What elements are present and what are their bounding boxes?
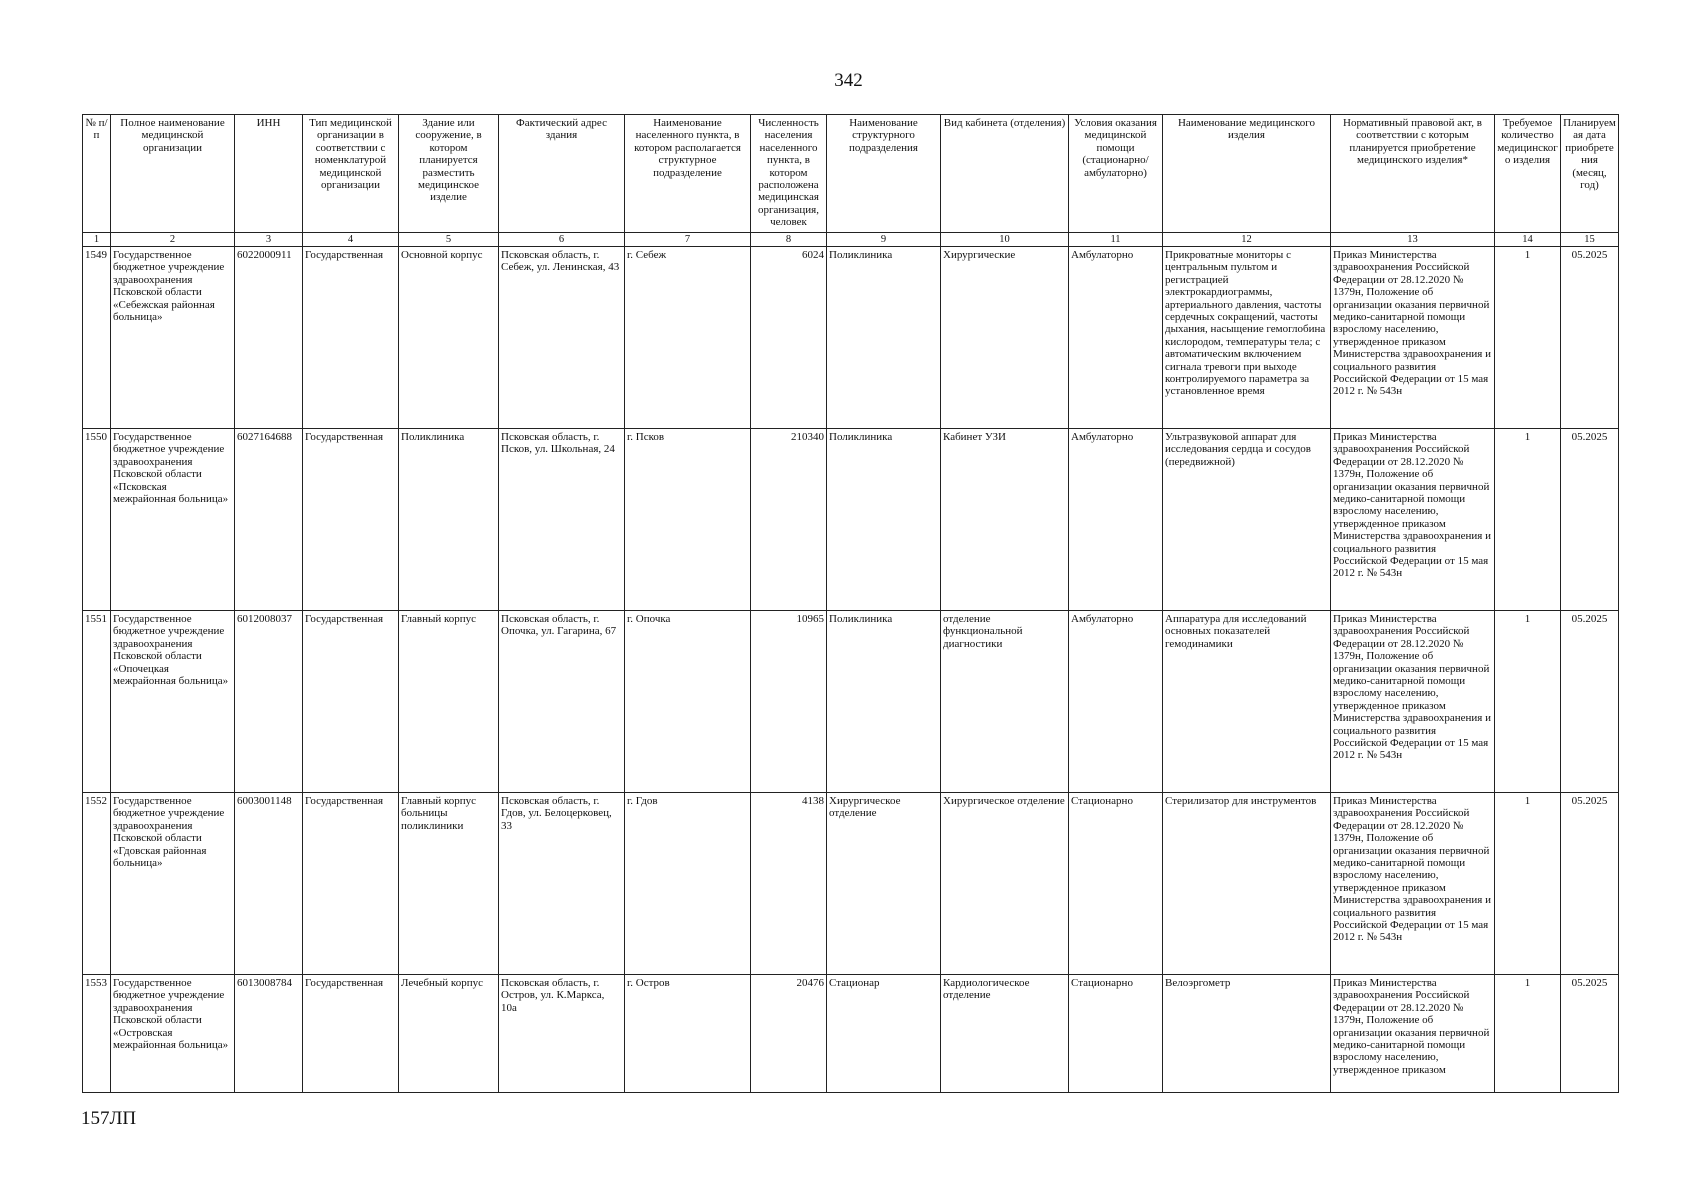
building: Поликлиника (399, 429, 499, 611)
building: Лечебный корпус (399, 975, 499, 1093)
room: отделение функциональной диагностики (941, 611, 1069, 793)
org-type: Государственная (303, 429, 399, 611)
column-header: Численность населения населенного пункта, в котором расположена медицинская организация, человек (751, 115, 827, 233)
column-header: Планируемая дата приобретения (месяц, год) (1561, 115, 1619, 233)
address: Псковская область, г. Гдов, ул. Белоцерковец, 33 (499, 793, 625, 975)
column-number: 8 (751, 233, 827, 247)
column-header: ИНН (235, 115, 303, 233)
room: Хирургические (941, 247, 1069, 429)
org-name: Государственное бюджетное учреждение здравоохранения Псковской области «Гдовская районная больница» (111, 793, 235, 975)
quantity: 1 (1495, 793, 1561, 975)
inn: 6027164688 (235, 429, 303, 611)
room: Кардиологическое отделение (941, 975, 1069, 1093)
column-number: 6 (499, 233, 625, 247)
column-header: Требуемое количество медицинского изделия (1495, 115, 1561, 233)
row-number: 1551 (83, 611, 111, 793)
column-header: Условия оказания медицинской помощи (стационарно/ амбулаторно) (1069, 115, 1163, 233)
conditions: Амбулаторно (1069, 611, 1163, 793)
room: Кабинет УЗИ (941, 429, 1069, 611)
org-name: Государственное бюджетное учреждение здравоохранения Псковской области «Себежская районная больница» (111, 247, 235, 429)
building: Главный корпус больницы поликлиники (399, 793, 499, 975)
quantity: 1 (1495, 611, 1561, 793)
purchase-date: 05.2025 (1561, 793, 1619, 975)
column-header: Фактический адрес здания (499, 115, 625, 233)
column-number: 14 (1495, 233, 1561, 247)
column-header: Вид кабинета (отделения) (941, 115, 1069, 233)
column-header: Нормативный правовой акт, в соответствии с которым планируется приобретение медицинского изделия* (1331, 115, 1495, 233)
row-number: 1549 (83, 247, 111, 429)
org-name: Государственное бюджетное учреждение здравоохранения Псковской области «Псковская межрайонная больница» (111, 429, 235, 611)
legal-act: Приказ Министерства здравоохранения Российской Федерации от 28.12.2020 № 1379н, Положение об организации оказания первичной медико-санитарной помощи взрослому населению, утвержденное приказом Министерства здравоохранения и социального развития Российской Федерации от 15 мая 2012 г. № 543н (1331, 793, 1495, 975)
footer-code: 157ЛП (81, 1108, 137, 1129)
column-header: Здание или сооружение, в котором планируется разместить медицинское изделие (399, 115, 499, 233)
org-name: Государственное бюджетное учреждение здравоохранения Псковской области «Опочецкая межрайонная больница» (111, 611, 235, 793)
inn: 6003001148 (235, 793, 303, 975)
table-row (83, 247, 1619, 429)
org-type: Государственная (303, 247, 399, 429)
column-number: 1 (83, 233, 111, 247)
unit: Поликлиника (827, 429, 941, 611)
header-row (83, 115, 1619, 233)
column-header: Тип медицинской организации в соответствии с номенклатурой медицинской организации (303, 115, 399, 233)
org-type: Государственная (303, 975, 399, 1093)
column-number-row (83, 233, 1619, 247)
column-number: 5 (399, 233, 499, 247)
row-number: 1552 (83, 793, 111, 975)
column-header: Наименование медицинского изделия (1163, 115, 1331, 233)
table-row (83, 975, 1619, 1093)
purchase-date: 05.2025 (1561, 975, 1619, 1093)
row-number: 1550 (83, 429, 111, 611)
purchase-date: 05.2025 (1561, 429, 1619, 611)
population: 6024 (751, 247, 827, 429)
unit: Поликлиника (827, 611, 941, 793)
legal-act: Приказ Министерства здравоохранения Российской Федерации от 28.12.2020 № 1379н, Положение об организации оказания первичной медико-санитарной помощи взрослому населению, утвержденное приказом Министерства здравоохранения и социального развития Российской Федерации от 15 мая 2012 г. № 543н (1331, 611, 1495, 793)
purchase-date: 05.2025 (1561, 247, 1619, 429)
conditions: Амбулаторно (1069, 429, 1163, 611)
device: Аппаратура для исследований основных показателей гемодинамики (1163, 611, 1331, 793)
device: Прикроватные мониторы с центральным пультом и регистрацией электрокардиограммы, артериального давления, частоты сердечных сокращений, частоты дыхания, насыщение гемоглобина кислородом, температуры тела; с автоматическим включением сигнала тревоги при выходе контролируемого параметра за установленное время (1163, 247, 1331, 429)
column-number: 7 (625, 233, 751, 247)
table-row (83, 429, 1619, 611)
column-header: № п/п (83, 115, 111, 233)
device: Стерилизатор для инструментов (1163, 793, 1331, 975)
quantity: 1 (1495, 975, 1561, 1093)
inn: 6013008784 (235, 975, 303, 1093)
equipment-table (82, 114, 1619, 1093)
column-number: 2 (111, 233, 235, 247)
device: Ультразвуковой аппарат для исследования сердца и сосудов (передвижной) (1163, 429, 1331, 611)
table-row (83, 793, 1619, 975)
quantity: 1 (1495, 247, 1561, 429)
column-header: Полное наименование медицинской организации (111, 115, 235, 233)
column-number: 4 (303, 233, 399, 247)
conditions: Стационарно (1069, 975, 1163, 1093)
population: 210340 (751, 429, 827, 611)
address: Псковская область, г. Псков, ул. Школьная, 24 (499, 429, 625, 611)
page-number: 342 (834, 70, 863, 91)
quantity: 1 (1495, 429, 1561, 611)
conditions: Стационарно (1069, 793, 1163, 975)
legal-act: Приказ Министерства здравоохранения Российской Федерации от 28.12.2020 № 1379н, Положение об организации оказания первичной медико-санитарной помощи взрослому населению, утвержденное приказом Министерства здравоохранения и социального развития Российской Федерации от 15 мая 2012 г. № 543н (1331, 247, 1495, 429)
unit: Хирургическое отделение (827, 793, 941, 975)
locality: г. Псков (625, 429, 751, 611)
population: 20476 (751, 975, 827, 1093)
device: Велоэргометр (1163, 975, 1331, 1093)
conditions: Амбулаторно (1069, 247, 1163, 429)
column-header: Наименование структурного подразделения (827, 115, 941, 233)
legal-act: Приказ Министерства здравоохранения Российской Федерации от 28.12.2020 № 1379н, Положение об организации оказания первичной медико-санитарной помощи взрослому населению, утвержденное приказом Министерства здравоохранения и социального развития Российской Федерации от 15 мая 2012 г. № 543н (1331, 429, 1495, 611)
org-name: Государственное бюджетное учреждение здравоохранения Псковской области «Островская межрайонная больница» (111, 975, 235, 1093)
population: 4138 (751, 793, 827, 975)
table-row (83, 611, 1619, 793)
org-type: Государственная (303, 611, 399, 793)
row-number: 1553 (83, 975, 111, 1093)
column-number: 15 (1561, 233, 1619, 247)
locality: г. Гдов (625, 793, 751, 975)
address: Псковская область, г. Остров, ул. К.Маркса, 10а (499, 975, 625, 1093)
column-number: 10 (941, 233, 1069, 247)
unit: Поликлиника (827, 247, 941, 429)
building: Главный корпус (399, 611, 499, 793)
unit: Стационар (827, 975, 941, 1093)
room: Хирургическое отделение (941, 793, 1069, 975)
address: Псковская область, г. Себеж, ул. Ленинская, 43 (499, 247, 625, 429)
column-number: 3 (235, 233, 303, 247)
locality: г. Остров (625, 975, 751, 1093)
column-header: Наименование населенного пункта, в котором располагается структурное подразделение (625, 115, 751, 233)
org-type: Государственная (303, 793, 399, 975)
building: Основной корпус (399, 247, 499, 429)
inn: 6022000911 (235, 247, 303, 429)
legal-act: Приказ Министерства здравоохранения Российской Федерации от 28.12.2020 № 1379н, Положение об организации оказания первичной медико-санитарной помощи взрослому населению, утвержденное приказом (1331, 975, 1495, 1093)
locality: г. Опочка (625, 611, 751, 793)
purchase-date: 05.2025 (1561, 611, 1619, 793)
column-number: 9 (827, 233, 941, 247)
population: 10965 (751, 611, 827, 793)
locality: г. Себеж (625, 247, 751, 429)
address: Псковская область, г. Опочка, ул. Гагарина, 67 (499, 611, 625, 793)
column-number: 11 (1069, 233, 1163, 247)
inn: 6012008037 (235, 611, 303, 793)
column-number: 12 (1163, 233, 1331, 247)
column-number: 13 (1331, 233, 1495, 247)
